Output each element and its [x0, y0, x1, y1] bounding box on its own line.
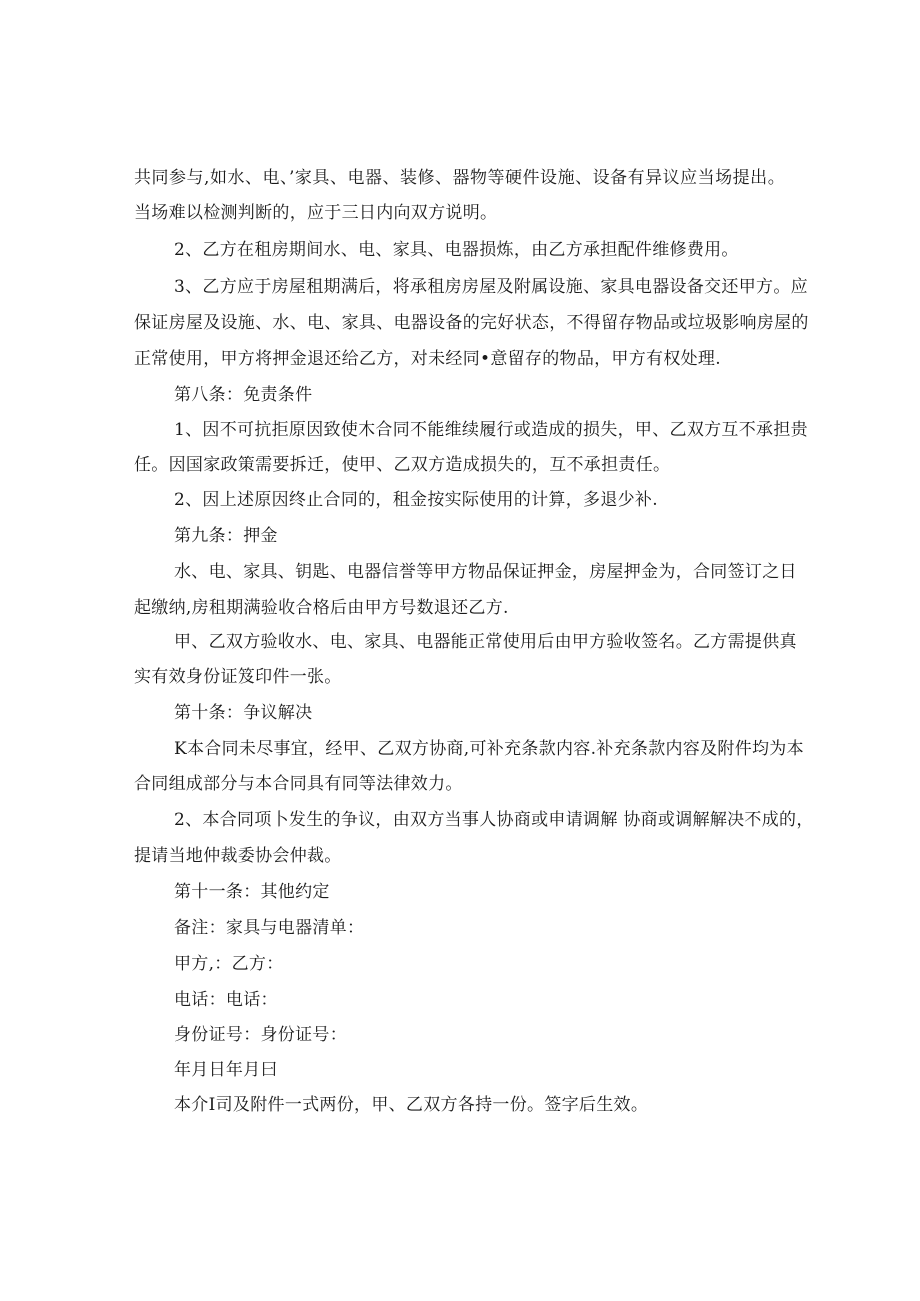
- clause-line: 2、乙方在租房期间水、电、家具、电器损炼，由乙方承担配件维修费用。: [174, 240, 739, 260]
- party-line: 甲方,：乙方：: [174, 954, 284, 974]
- paragraph-line: 起缴纳,房租期满验收合格后由甲方号数退还乙方.: [134, 598, 509, 618]
- clause-line: 2、本合同项卜发生的争议，由双方当事人协商或申请调解 协商或调解解决不成的，: [174, 810, 814, 830]
- clause-line: 1、因不可抗拒原因致使木合同不能维续履行或造成的损失，甲、乙双方互不承担贵: [174, 420, 808, 440]
- paragraph-line: 实有效身份证笈印件一张。: [134, 667, 342, 687]
- closing-line: 本介I司及附件一式两份，甲、乙双方各持一份。签字后生效。: [174, 1095, 649, 1115]
- paragraph-line: 共同参与,如水、电、’家具、电器、装修、器物等硬件设施、设备有异议应当场提出。: [134, 168, 785, 188]
- phone-line: 电话：电话：: [174, 990, 278, 1010]
- paragraph-line: 提请当地仲裁委协会仲裁。: [134, 846, 342, 866]
- id-number-line: 身份证号：身份证号：: [174, 1025, 347, 1045]
- date-line: 年月日年月曰: [174, 1060, 278, 1080]
- clause-line: K本合同未尽事宜，经甲、乙双方协商,可补充条款内容.补充条款内容及附件均为本: [174, 739, 804, 759]
- section-heading: 第十条：争议解决: [174, 703, 313, 723]
- clause-line: 3、乙方应于房屋租期满后，将承租房房屋及附属设施、家具电器设备交还甲方。应: [174, 277, 808, 297]
- paragraph-line: 当场难以检测判断的，应于三日内向双方说明。: [134, 203, 498, 223]
- clause-line: 水、电、家具、钥匙、电器信誉等甲方物品保证押金，房屋押金为，合同签订之日: [174, 562, 797, 582]
- paragraph-line: 正常使用，甲方将押金退还给乙方，对未经同•意留存的物品，甲方有权处理.: [134, 349, 721, 369]
- section-heading: 第八条：免责条件: [174, 385, 313, 405]
- note-line: 备注：家具与电器清单：: [174, 918, 365, 938]
- paragraph-line: 任。因国家政策需要拆迁，使甲、乙双方造成损失的，互不承担责任。: [134, 455, 671, 475]
- clause-line: 2、因上述原因终止合同的，租金按实际使用的计算，多退少补.: [174, 490, 658, 510]
- paragraph-line: 保证房屋及设施、水、电、家具、电器设备的完好状态，不得留存物品或垃圾影响房屋的: [134, 313, 809, 333]
- clause-line: 甲、乙双方验收水、电、家具、电器能正常使用后由甲方验收签名。乙方需提供真: [174, 632, 797, 652]
- section-heading: 第九条：押金: [174, 526, 278, 546]
- section-heading: 第十一条：其他约定: [174, 882, 330, 902]
- paragraph-line: 合同组成部分与本合同具有同等法律效力。: [134, 774, 463, 794]
